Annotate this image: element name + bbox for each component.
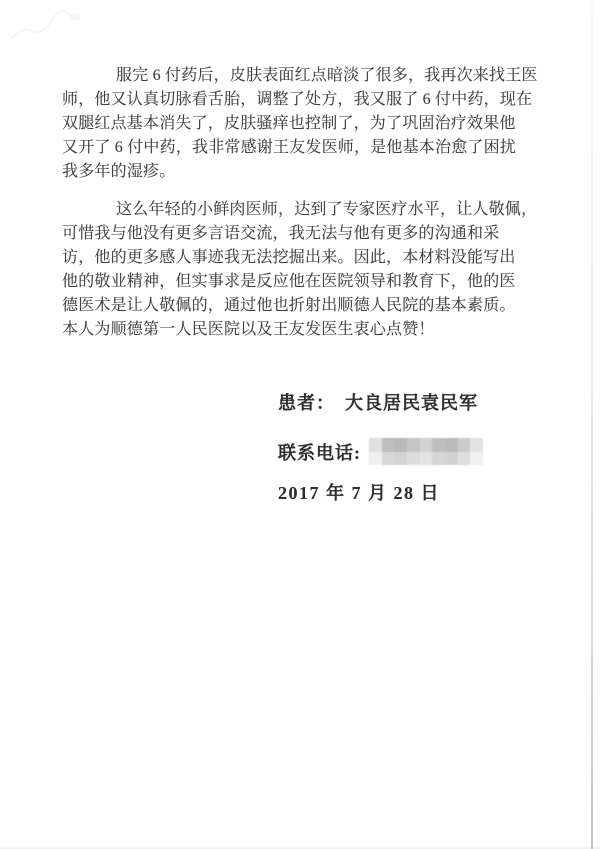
paragraph-2 (62, 198, 538, 342)
phone-label: 联系电话: (278, 443, 361, 463)
text-line: 这么年轻的小鲜肉医师，达到了专家医疗水平，让人敬佩， (116, 201, 538, 218)
text-line: 访，他的更多感人事迹我无法挖掘出来。因此，本材料没能写出 (62, 249, 516, 266)
patient-name: 大良居民袁民军 (345, 393, 478, 413)
text-line: 双腿红点基本消失了，皮肤骚痒也控制了，为了巩固治疗效果他 (62, 115, 516, 132)
text-line: 他的敬业精神，但实事求是反应他在医院领导和教育下，他的医 (62, 273, 516, 290)
patient-name-line (278, 392, 478, 416)
text-line: 又开了 6 付中药，我非常感谢王友发医师，是他基本治愈了困扰 (62, 139, 517, 156)
pen-scribble-mark (8, 4, 98, 49)
text-line: 我多年的湿疹。 (62, 163, 176, 180)
patient-label: 患者： (278, 393, 335, 413)
text-line: 师，他又认真切脉看舌胎，调整了处方，我又服了 6 付中药，现在 (62, 91, 533, 108)
paragraph-1 (62, 64, 538, 184)
text-line: 德医术是让人敬佩的，通过他也折射出顺德人民院的基本素质。 (62, 297, 516, 314)
scan-page-edge-right (591, 0, 593, 849)
text-line: 服完 6 付药后，皮肤表面红点暗淡了很多，我再次来找王医 (116, 67, 538, 84)
date-line: 2017 年 7 月 28 日 (278, 483, 440, 503)
text-line: 可惜我与他没有更多言语交流，我无法与他有更多的沟通和采 (62, 225, 500, 242)
letter-body (62, 64, 538, 342)
phone-line (278, 438, 483, 462)
phone-redaction-blur (369, 438, 483, 465)
text-line: 本人为顺德第一人民医院以及王友发医生衷心点赞！ (62, 321, 435, 338)
